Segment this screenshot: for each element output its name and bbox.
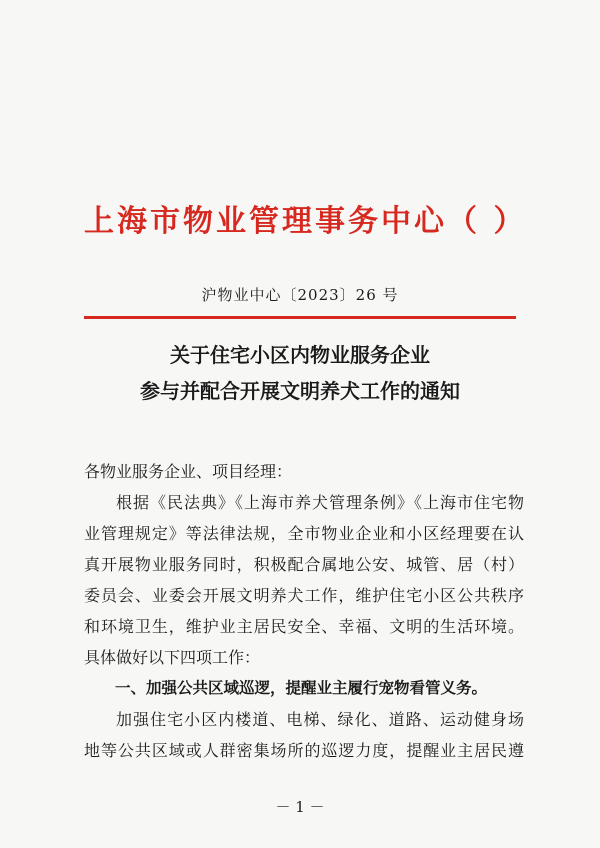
document-body (84, 456, 524, 766)
issuer-header: 上海市物业管理事务中心（ ） (84, 204, 527, 239)
paragraph-2-line: 加强住宅小区内楼道、电梯、绿化、道路、运动健身场 (116, 710, 524, 729)
salutation: 各物业服务企业、项目经理： (84, 462, 293, 481)
title-line-1: 关于住宅小区内物业服务企业 (170, 343, 430, 367)
document-title (0, 337, 600, 409)
paragraph-1-line: 委员会、业委会开展文明养犬工作，维护住宅小区公共秩序 (84, 586, 524, 605)
page-number: － 1 － (275, 798, 325, 816)
paragraph-1-line: 真开展物业服务同时，积极配合属地公安、城管、居（村） (84, 555, 524, 574)
paragraph-2-line: 地等公共区域或人群密集场所的巡逻力度，提醒业主居民遵 (84, 741, 524, 760)
paragraph-1-line: 具体做好以下四项工作： (84, 648, 261, 667)
section-1-heading: 一、加强公共区域巡逻，提醒业主履行宠物看管义务。 (115, 679, 488, 697)
paragraph-1-line: 业管理规定》等法律法规，全市物业企业和小区经理要在认 (84, 524, 524, 543)
red-divider-line (84, 316, 516, 319)
paragraph-1-line: 和环境卫生，维护业主居民安全、幸福、文明的生活环境。 (84, 617, 524, 636)
paragraph-1-line: 根据《民法典》《上海市养犬管理条例》《上海市住宅物 (116, 493, 524, 512)
title-line-2: 参与并配合开展文明养犬工作的通知 (140, 379, 460, 403)
document-number: 沪物业中心〔2023〕26 号 (201, 286, 399, 304)
